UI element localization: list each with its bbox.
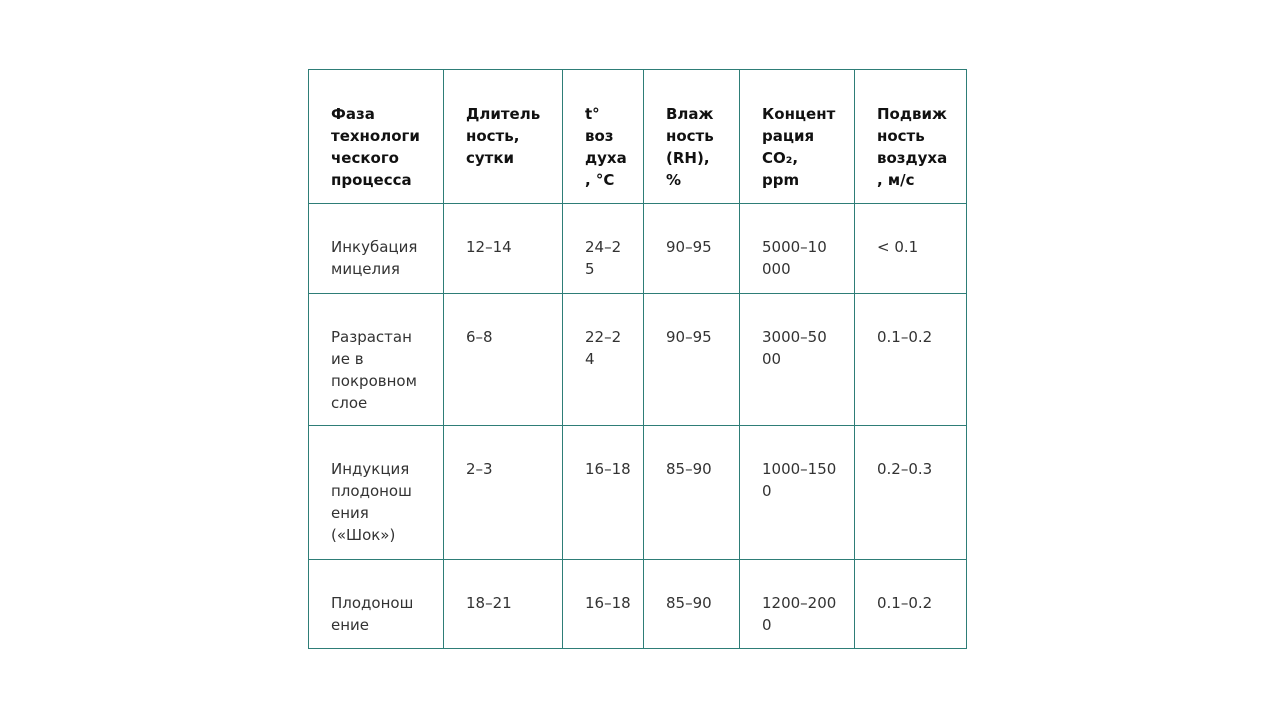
cell-air-velocity: 0.1–0.2 xyxy=(855,560,967,649)
cell-humidity: 85–90 xyxy=(644,560,740,649)
cell-air-temperature: 16–18 xyxy=(563,426,644,560)
cell-phase: Инкубация мицелия xyxy=(309,204,444,294)
cell-duration: 18–21 xyxy=(444,560,563,649)
header-air-velocity: Подвиж ность воздуха , м/с xyxy=(855,70,967,204)
header-phase: Фаза технологи ческого процесса xyxy=(309,70,444,204)
cell-air-temperature: 24–2 5 xyxy=(563,204,644,294)
table-row xyxy=(309,204,967,294)
cell-air-velocity: 0.2–0.3 xyxy=(855,426,967,560)
table-row xyxy=(309,294,967,426)
cultivation-parameters-table xyxy=(308,69,967,649)
cell-duration: 2–3 xyxy=(444,426,563,560)
cell-phase: Разрастан ие в покровном слое xyxy=(309,294,444,426)
cell-phase: Индукция плодонош ения («Шок») xyxy=(309,426,444,560)
table-container xyxy=(308,69,967,649)
table-row xyxy=(309,426,967,560)
cell-air-temperature: 16–18 xyxy=(563,560,644,649)
cell-humidity: 85–90 xyxy=(644,426,740,560)
cell-phase: Плодонош ение xyxy=(309,560,444,649)
table-header-row xyxy=(309,70,967,204)
cell-co2-concentration: 5000–10 000 xyxy=(740,204,855,294)
table-row xyxy=(309,560,967,649)
header-duration: Длитель ность, сутки xyxy=(444,70,563,204)
cell-air-temperature: 22–2 4 xyxy=(563,294,644,426)
cell-humidity: 90–95 xyxy=(644,294,740,426)
cell-air-velocity: < 0.1 xyxy=(855,204,967,294)
cell-duration: 12–14 xyxy=(444,204,563,294)
cell-co2-concentration: 3000–50 00 xyxy=(740,294,855,426)
cell-co2-concentration: 1000–150 0 xyxy=(740,426,855,560)
cell-air-velocity: 0.1–0.2 xyxy=(855,294,967,426)
cell-duration: 6–8 xyxy=(444,294,563,426)
header-air-temperature: t° воз духа , °C xyxy=(563,70,644,204)
header-co2-concentration: Концент рация CO₂, ppm xyxy=(740,70,855,204)
cell-humidity: 90–95 xyxy=(644,204,740,294)
header-humidity: Влаж ность (RH), % xyxy=(644,70,740,204)
cell-co2-concentration: 1200–200 0 xyxy=(740,560,855,649)
